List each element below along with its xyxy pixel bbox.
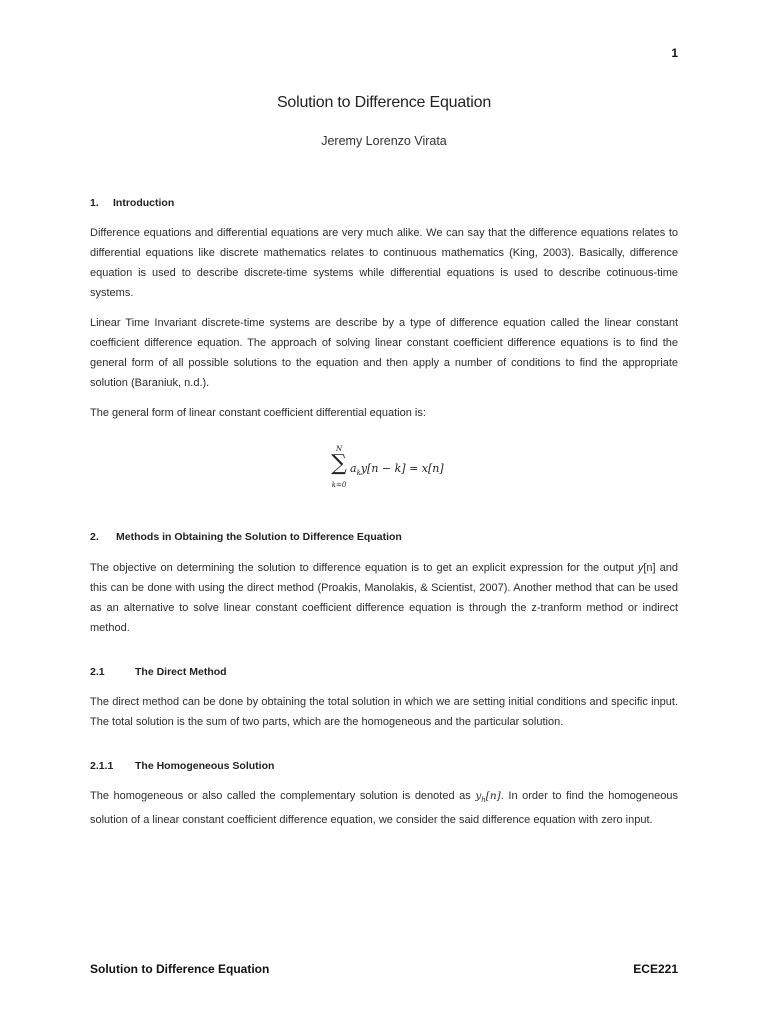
sigma-symbol: ∑ [331,451,347,476]
section-title: Introduction [113,197,175,209]
footer-course-code: ECE221 [633,962,678,976]
direct-method-paragraph: The direct method can be done by obtaining the total solution in which we are setting initial conditions and specific input. The total solution is the sum of two parts, which are the homogeneous and the particular solution. [90,696,678,728]
equation-terms: y[n − k] = x[n] [360,462,444,475]
general-form-equation [90,445,678,507]
section-number: 1. [90,197,99,209]
sum-upper-limit: N [335,445,343,453]
section-heading-direct-method [90,666,678,678]
section-number: 2.1 [90,666,105,678]
section-heading-introduction [90,197,678,209]
homogeneous-symbol: $y_h[n]$ [475,790,501,805]
section-heading-methods [90,531,678,543]
summation [330,445,348,507]
document-body [90,197,678,840]
footer-title: Solution to Difference Equation [90,962,270,976]
section-heading-homogeneous-solution [90,760,678,772]
sum-lower-limit: k=0 [331,481,347,489]
intro-paragraph-2: Linear Time Invariant discrete-time systems are describe by a type of difference equation called the linear constant coefficient difference equation. The approach of solving linear constant coefficient difference equations is to find the general form of all possible solutions to the equation and then apply a number of conditions to find the appropriate solution (Baraniuk, n.d.). [90,317,678,389]
equation-body [350,462,444,477]
author-name: Jeremy Lorenzo Virata [321,134,447,148]
coefficient-subscript: k [356,469,361,478]
intro-paragraph-1: Difference equations and differential equations are very much alike. We can say that the difference equations relates to differential equations like discrete mathematics relates to continuous mathematics (King, 2003). Basically, difference equation is used to describe discrete-time systems while differential equations is used to describe cotinuous-time systems. [90,227,678,299]
document-title: Solution to Difference Equation [276,94,492,111]
section-title: The Homogeneous Solution [135,760,275,772]
methods-paragraph: The objective on determining the solution to difference equation is to get an explicit expression for the output y[n] and this can be done with using the direct method (Proakis, Manolakis, & Scientist, 2007). Another method that can be used as an alternative to solve linear constant coefficient difference equation is through the z-tranform method or indirect method. [90,562,678,634]
section-title: The Direct Method [135,666,227,678]
intro-paragraph-3: The general form of linear constant coefficient differential equation is: [90,407,426,419]
output-variable: y [637,562,644,574]
section-number: 2.1.1 [90,760,114,772]
page-number: 1 [671,46,678,60]
section-title: Methods in Obtaining the Solution to Difference Equation [116,531,402,543]
section-number: 2. [90,531,99,543]
coefficient: a [350,462,357,475]
homogeneous-paragraph: The homogeneous or also called the complementary solution is denoted as $y_h[n]$. In order to find the homogeneous solution of a linear constant coefficient difference equation, we consider the said difference equation with zero input. [90,790,678,827]
